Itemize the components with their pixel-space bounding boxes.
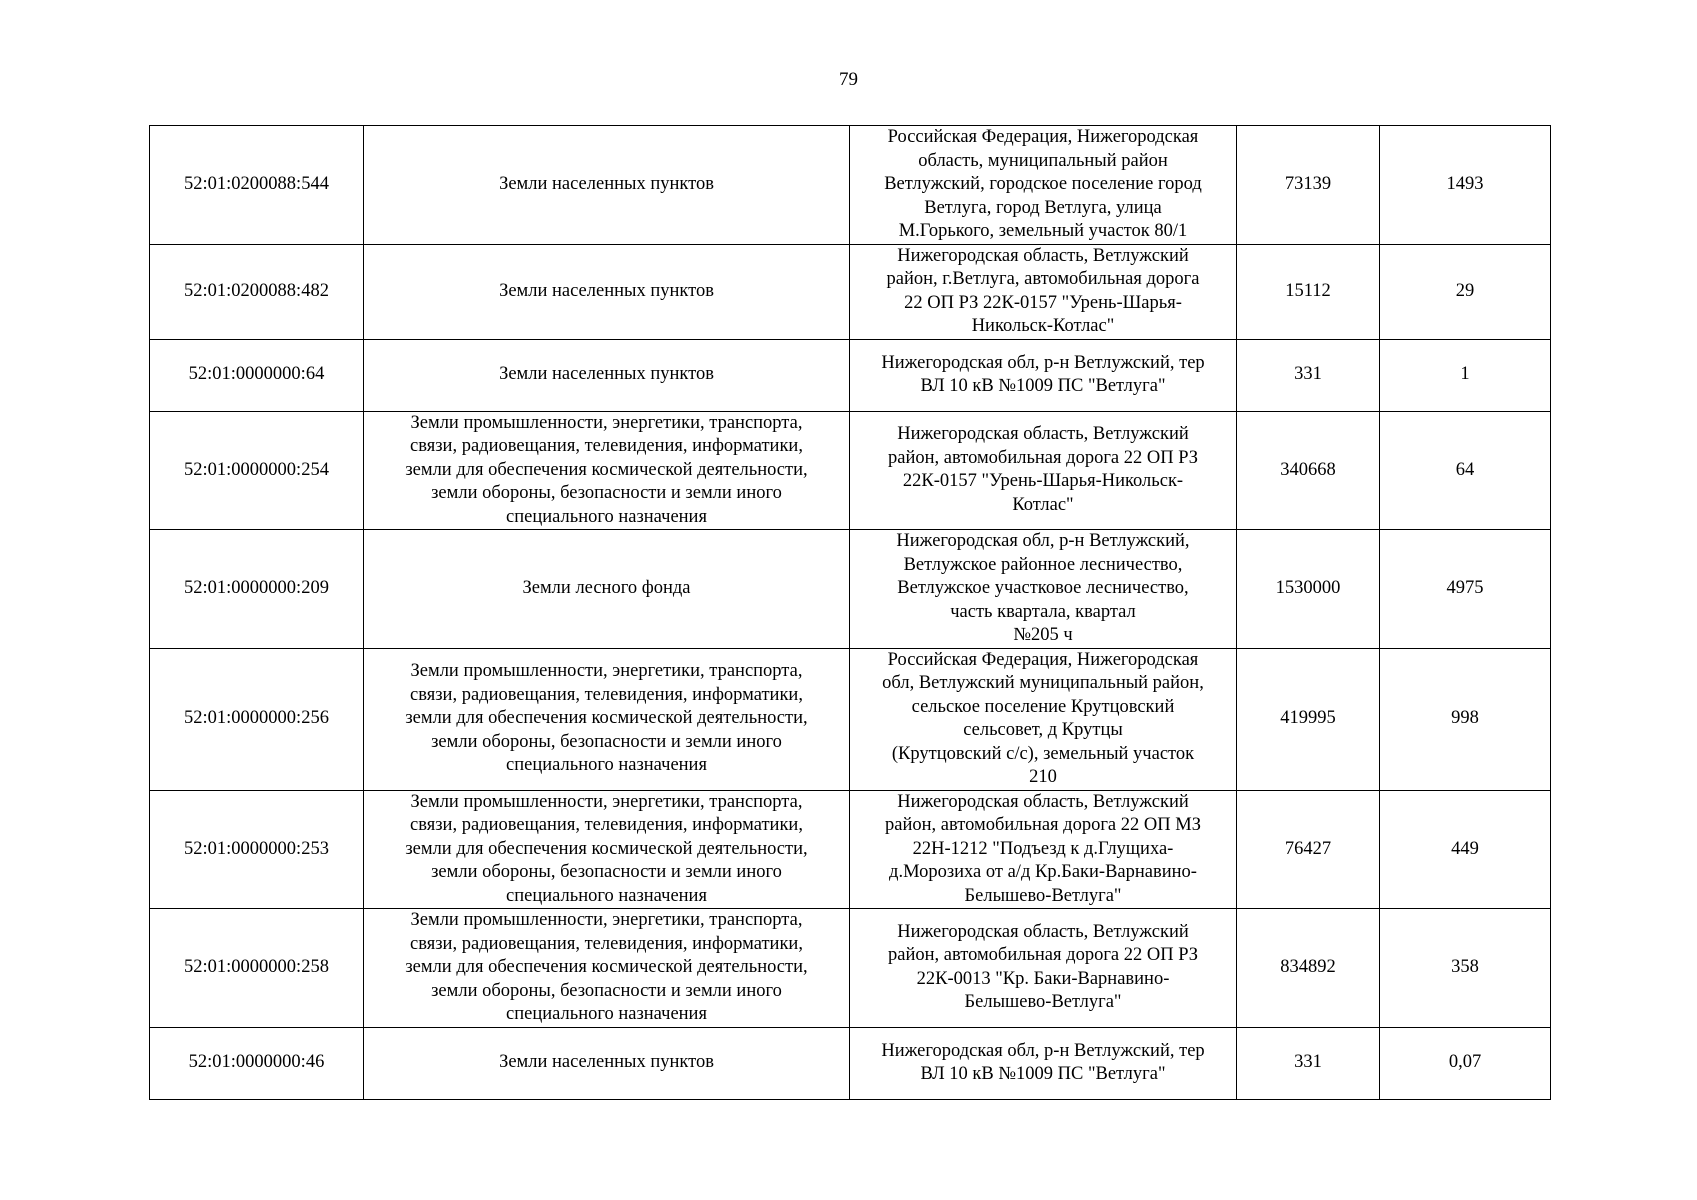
address-cell: Нижегородская область, Ветлужский район, автомобильная дорога 22 ОП РЗ 22К-0013 "Кр. Баки-Варнавино- Белышево-Ветлуга": [850, 909, 1237, 1028]
cadastral-number-cell: 52:01:0000000:254: [150, 411, 364, 530]
part-area-cell: 64: [1380, 411, 1551, 530]
land-category-cell: Земли промышленности, энергетики, транспорта, связи, радиовещания, телевидения, информатики, земли для обеспечения космической деятельности, земли обороны, безопасности и земли иного специального назначения: [364, 411, 850, 530]
part-area-cell: 0,07: [1380, 1027, 1551, 1099]
land-category-cell: Земли промышленности, энергетики, транспорта, связи, радиовещания, телевидения, информатики, земли для обеспечения космической деятельности, земли обороны, безопасности и земли иного специального назначения: [364, 648, 850, 790]
total-area-cell: 15112: [1237, 244, 1380, 339]
cadastral-number-cell: 52:01:0200088:544: [150, 126, 364, 245]
land-category-cell: Земли населенных пунктов: [364, 1027, 850, 1099]
land-category-cell: Земли населенных пунктов: [364, 244, 850, 339]
address-cell: Нижегородская обл, р-н Ветлужский, тер ВЛ 10 кВ №1009 ПС "Ветлуга": [850, 1027, 1237, 1099]
total-area-cell: 419995: [1237, 648, 1380, 790]
land-category-cell: Земли промышленности, энергетики, транспорта, связи, радиовещания, телевидения, информатики, земли для обеспечения космической деятельности, земли обороны, безопасности и земли иного специального назначения: [364, 790, 850, 909]
cadastral-number-cell: 52:01:0000000:253: [150, 790, 364, 909]
cadastral-number-cell: 52:01:0000000:64: [150, 339, 364, 411]
address-cell: Нижегородская обл, р-н Ветлужский, Ветлужское районное лесничество, Ветлужское участковое лесничество, часть квартала, квартал №205 ч: [850, 530, 1237, 649]
cadastral-number-cell: 52:01:0200088:482: [150, 244, 364, 339]
total-area-cell: 1530000: [1237, 530, 1380, 649]
page-number: 79: [839, 69, 858, 90]
part-area-cell: 1493: [1380, 126, 1551, 245]
part-area-cell: 4975: [1380, 530, 1551, 649]
address-cell: Нижегородская область, Ветлужский район, автомобильная дорога 22 ОП МЗ 22Н-1212 "Подъезд к д.Глущиха- д.Морозиха от а/д Кр.Баки-Варнавино- Белышево-Ветлуга": [850, 790, 1237, 909]
address-cell: Нижегородская обл, р-н Ветлужский, тер ВЛ 10 кВ №1009 ПС "Ветлуга": [850, 339, 1237, 411]
address-cell: Нижегородская область, Ветлужский район, г.Ветлуга, автомобильная дорога 22 ОП РЗ 22К-0157 "Урень-Шарья- Никольск-Котлас": [850, 244, 1237, 339]
land-plots-table: [149, 125, 1551, 1100]
table-row: [150, 648, 1551, 790]
land-category-cell: Земли населенных пунктов: [364, 126, 850, 245]
part-area-cell: 998: [1380, 648, 1551, 790]
land-category-cell: Земли лесного фонда: [364, 530, 850, 649]
part-area-cell: 358: [1380, 909, 1551, 1028]
total-area-cell: 331: [1237, 339, 1380, 411]
address-cell: Российская Федерация, Нижегородская область, муниципальный район Ветлужский, городское поселение город Ветлуга, город Ветлуга, улица М.Горького, земельный участок 80/1: [850, 126, 1237, 245]
cadastral-number-cell: 52:01:0000000:46: [150, 1027, 364, 1099]
table-row: [150, 339, 1551, 411]
cadastral-number-cell: 52:01:0000000:209: [150, 530, 364, 649]
table-row: [150, 1027, 1551, 1099]
table-row: [150, 790, 1551, 909]
table-row: [150, 244, 1551, 339]
total-area-cell: 76427: [1237, 790, 1380, 909]
table-row: [150, 126, 1551, 245]
land-category-cell: Земли населенных пунктов: [364, 339, 850, 411]
total-area-cell: 73139: [1237, 126, 1380, 245]
part-area-cell: 29: [1380, 244, 1551, 339]
total-area-cell: 340668: [1237, 411, 1380, 530]
table-row: [150, 411, 1551, 530]
address-cell: Нижегородская область, Ветлужский район, автомобильная дорога 22 ОП РЗ 22К-0157 "Урень-Шарья-Никольск- Котлас": [850, 411, 1237, 530]
table-row: [150, 530, 1551, 649]
part-area-cell: 449: [1380, 790, 1551, 909]
part-area-cell: 1: [1380, 339, 1551, 411]
total-area-cell: 834892: [1237, 909, 1380, 1028]
cadastral-number-cell: 52:01:0000000:258: [150, 909, 364, 1028]
land-category-cell: Земли промышленности, энергетики, транспорта, связи, радиовещания, телевидения, информатики, земли для обеспечения космической деятельности, земли обороны, безопасности и земли иного специального назначения: [364, 909, 850, 1028]
table-row: [150, 909, 1551, 1028]
total-area-cell: 331: [1237, 1027, 1380, 1099]
cadastral-number-cell: 52:01:0000000:256: [150, 648, 364, 790]
address-cell: Российская Федерация, Нижегородская обл, Ветлужский муниципальный район, сельское поселение Крутцовский сельсовет, д Крутцы (Крутцовский с/с), земельный участок 210: [850, 648, 1237, 790]
